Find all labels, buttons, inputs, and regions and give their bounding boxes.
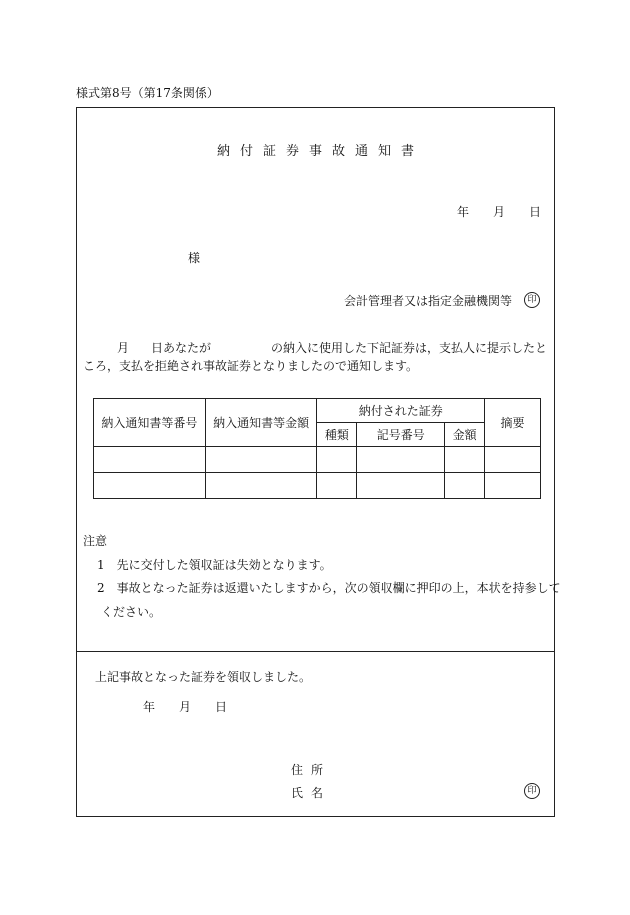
- table-row: [94, 447, 541, 473]
- table-cell: [317, 473, 357, 499]
- receipt-date-year-label: 年: [143, 700, 156, 714]
- table-cell: [205, 447, 317, 473]
- table-cell: [485, 447, 541, 473]
- table-cell: [205, 473, 317, 499]
- notice-month-label: 月: [117, 341, 130, 355]
- form-title: 納付証券事故通知書: [216, 144, 424, 159]
- issuer-seal-mark: 印: [524, 292, 540, 308]
- issue-date-year-label: 年: [457, 205, 470, 219]
- notes-heading: 注意: [83, 534, 108, 548]
- receipt-date-month-label: 月: [179, 700, 192, 714]
- notice-line-2: ころ，支払を拒絶され事故証券となりましたので通知します。: [83, 359, 419, 373]
- table-cell: [317, 447, 357, 473]
- note-item-1-number: 1: [97, 558, 105, 572]
- receipt-date-day-label: 日: [215, 700, 228, 714]
- notice-form: [76, 107, 561, 817]
- issue-date-month-label: 月: [493, 205, 506, 219]
- note-item-2: [97, 579, 561, 596]
- address-label: 住所: [291, 763, 332, 777]
- table-cell: [357, 473, 445, 499]
- receipt-statement: 上記事故となった証券を領収しました。: [95, 670, 312, 684]
- recipient-seal-mark: 印: [524, 783, 540, 799]
- table-cell: [94, 473, 206, 499]
- section-divider: [77, 651, 554, 652]
- table-cell: [445, 447, 485, 473]
- header-notice-number: 納入通知書等番号: [94, 399, 206, 447]
- header-amount: 金額: [445, 423, 485, 447]
- note-item-1-text: 先に交付した領収証は失効となります。: [116, 558, 332, 572]
- securities-table: [93, 398, 541, 499]
- notice-day-text: 日あなたが: [151, 341, 212, 355]
- issue-date-day-label: 日: [529, 205, 542, 219]
- note-item-1: [97, 556, 332, 573]
- table-row: [94, 473, 541, 499]
- note-item-2-continued: ください。: [101, 605, 162, 619]
- notice-line-1-rest: の納入に使用した下記証券は，支払人に提示したと: [271, 341, 548, 355]
- header-notice-amount: 納入通知書等金額: [205, 399, 317, 447]
- table-cell: [445, 473, 485, 499]
- header-summary: 摘要: [485, 399, 541, 447]
- table-cell: [357, 447, 445, 473]
- form-reference: 様式第8号（第17条関係）: [76, 86, 219, 100]
- addressee-suffix: 様: [188, 251, 201, 265]
- table-cell: [94, 447, 206, 473]
- notice-line-1: [117, 339, 547, 356]
- note-item-2-text: 事故となった証券は返還いたしますから，次の領収欄に押印の上，本状を持参して: [116, 581, 561, 595]
- header-paid-securities: 納付された証券: [317, 399, 485, 423]
- note-item-2-number: 2: [97, 581, 105, 595]
- header-symbol-number: 記号番号: [357, 423, 445, 447]
- header-type: 種類: [317, 423, 357, 447]
- issuer-name: 会計管理者又は指定金融機関等: [343, 294, 512, 308]
- name-label: 氏名: [291, 786, 332, 800]
- table-cell: [485, 473, 541, 499]
